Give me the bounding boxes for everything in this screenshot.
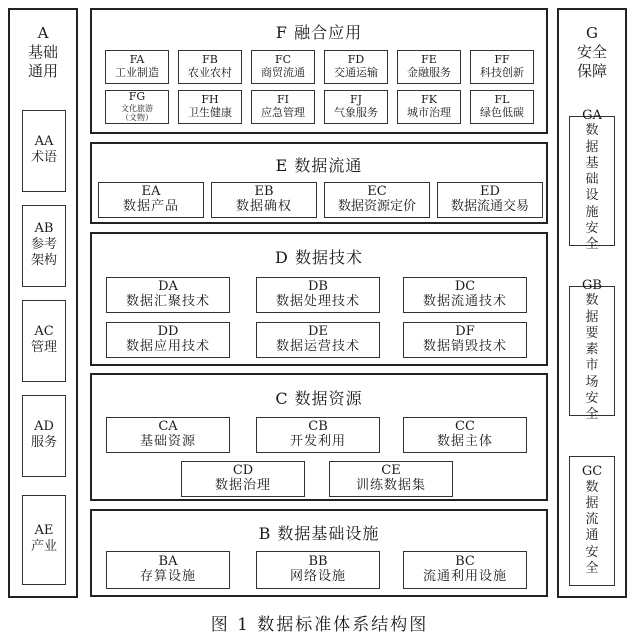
node-fe xyxy=(397,50,461,84)
node-sublabel: （文物） xyxy=(121,113,153,123)
node-ba: BA 存算设施 xyxy=(106,551,230,589)
node-fl xyxy=(470,90,534,124)
layer-e-data-circulation xyxy=(90,142,548,224)
node-label: 工业制造 xyxy=(115,66,159,79)
column-a-title: A 基础通用 xyxy=(27,24,58,80)
node-label: 气象服务 xyxy=(334,106,378,119)
node-ce: CE 训练数据集 xyxy=(329,461,453,497)
figure-caption: 图 1 数据标准体系结构图 xyxy=(210,615,429,635)
layer-c-data-resources xyxy=(90,373,548,501)
node-ab: AB 参考架构 xyxy=(22,205,66,287)
node-dc: DC 数据流通技术 xyxy=(403,277,527,313)
node-label: 城市治理 xyxy=(407,106,451,119)
layer-b-title: B 数据基础设施 xyxy=(258,524,380,543)
node-label: 应急管理 xyxy=(261,106,305,119)
node-ff xyxy=(470,50,534,84)
node-fd xyxy=(324,50,388,84)
layer-e-title: E 数据流通 xyxy=(275,156,363,175)
node-label: 金融服务 xyxy=(407,66,451,79)
node-ga: GA 数据基础设施安全 xyxy=(569,116,615,246)
node-df: DF 数据销毁技术 xyxy=(403,322,527,358)
node-label: 卫生健康 xyxy=(188,106,232,119)
node-ec: EC 数据资源定价 xyxy=(324,182,430,218)
node-label: 交通运输 xyxy=(334,66,378,79)
node-gb: GB 数据要素市场安全 xyxy=(569,286,615,416)
node-db: DB 数据处理技术 xyxy=(256,277,380,313)
node-de: DE 数据运营技术 xyxy=(256,322,380,358)
node-ea: EA 数据产品 xyxy=(98,182,204,218)
layer-c-title: C 数据资源 xyxy=(275,389,363,408)
node-cd: CD 数据治理 xyxy=(181,461,305,497)
node-fb xyxy=(178,50,242,84)
node-label: 科技创新 xyxy=(480,66,524,79)
layer-d-data-technology xyxy=(90,232,548,366)
node-bc: BC 流通利用设施 xyxy=(403,551,527,589)
node-code: FD xyxy=(347,53,365,67)
node-code: FB xyxy=(202,53,218,67)
node-fa xyxy=(105,50,169,84)
node-label: 文化旅游 xyxy=(121,104,153,114)
node-code: FI xyxy=(277,93,289,107)
layer-d-title: D 数据技术 xyxy=(275,248,363,267)
node-ae: AE 产业 xyxy=(22,495,66,585)
layer-f-integrated-application xyxy=(90,8,548,134)
node-fc xyxy=(251,50,315,84)
node-eb: EB 数据确权 xyxy=(211,182,317,218)
node-ad: AD 服务 xyxy=(22,395,66,477)
node-code: FA xyxy=(129,53,145,67)
node-fg xyxy=(105,90,169,124)
node-code: FE xyxy=(421,53,437,67)
column-g-title: G 安全保障 xyxy=(576,24,607,80)
node-code: FH xyxy=(201,93,219,107)
node-code: FG xyxy=(128,90,146,104)
node-code: FC xyxy=(274,53,292,67)
node-cc: CC 数据主体 xyxy=(403,417,527,453)
node-label: 绿色低碳 xyxy=(480,106,524,119)
node-ca: CA 基础资源 xyxy=(106,417,230,453)
node-gc: GC 数据流通安全 xyxy=(569,456,615,586)
node-dd: DD 数据应用技术 xyxy=(106,322,230,358)
node-cb: CB 开发利用 xyxy=(256,417,380,453)
column-g-security xyxy=(557,8,627,598)
node-code: FL xyxy=(494,93,510,107)
node-code: FJ xyxy=(349,93,363,107)
node-fh xyxy=(178,90,242,124)
node-da: DA 数据汇聚技术 xyxy=(106,277,230,313)
node-bb: BB 网络设施 xyxy=(256,551,380,589)
node-ac: AC 管理 xyxy=(22,300,66,382)
node-ed: ED 数据流通交易 xyxy=(437,182,543,218)
node-aa: AA 术语 xyxy=(22,110,66,192)
node-fj xyxy=(324,90,388,124)
layer-f-title: F 融合应用 xyxy=(275,23,363,42)
node-code: FK xyxy=(421,93,437,107)
layer-b-data-infrastructure xyxy=(90,509,548,597)
node-label: 农业农村 xyxy=(188,66,232,79)
node-fk xyxy=(397,90,461,124)
node-code: FF xyxy=(494,53,510,67)
node-label: 商贸流通 xyxy=(261,66,305,79)
column-a-basic-general xyxy=(8,8,78,598)
node-fi xyxy=(251,90,315,124)
